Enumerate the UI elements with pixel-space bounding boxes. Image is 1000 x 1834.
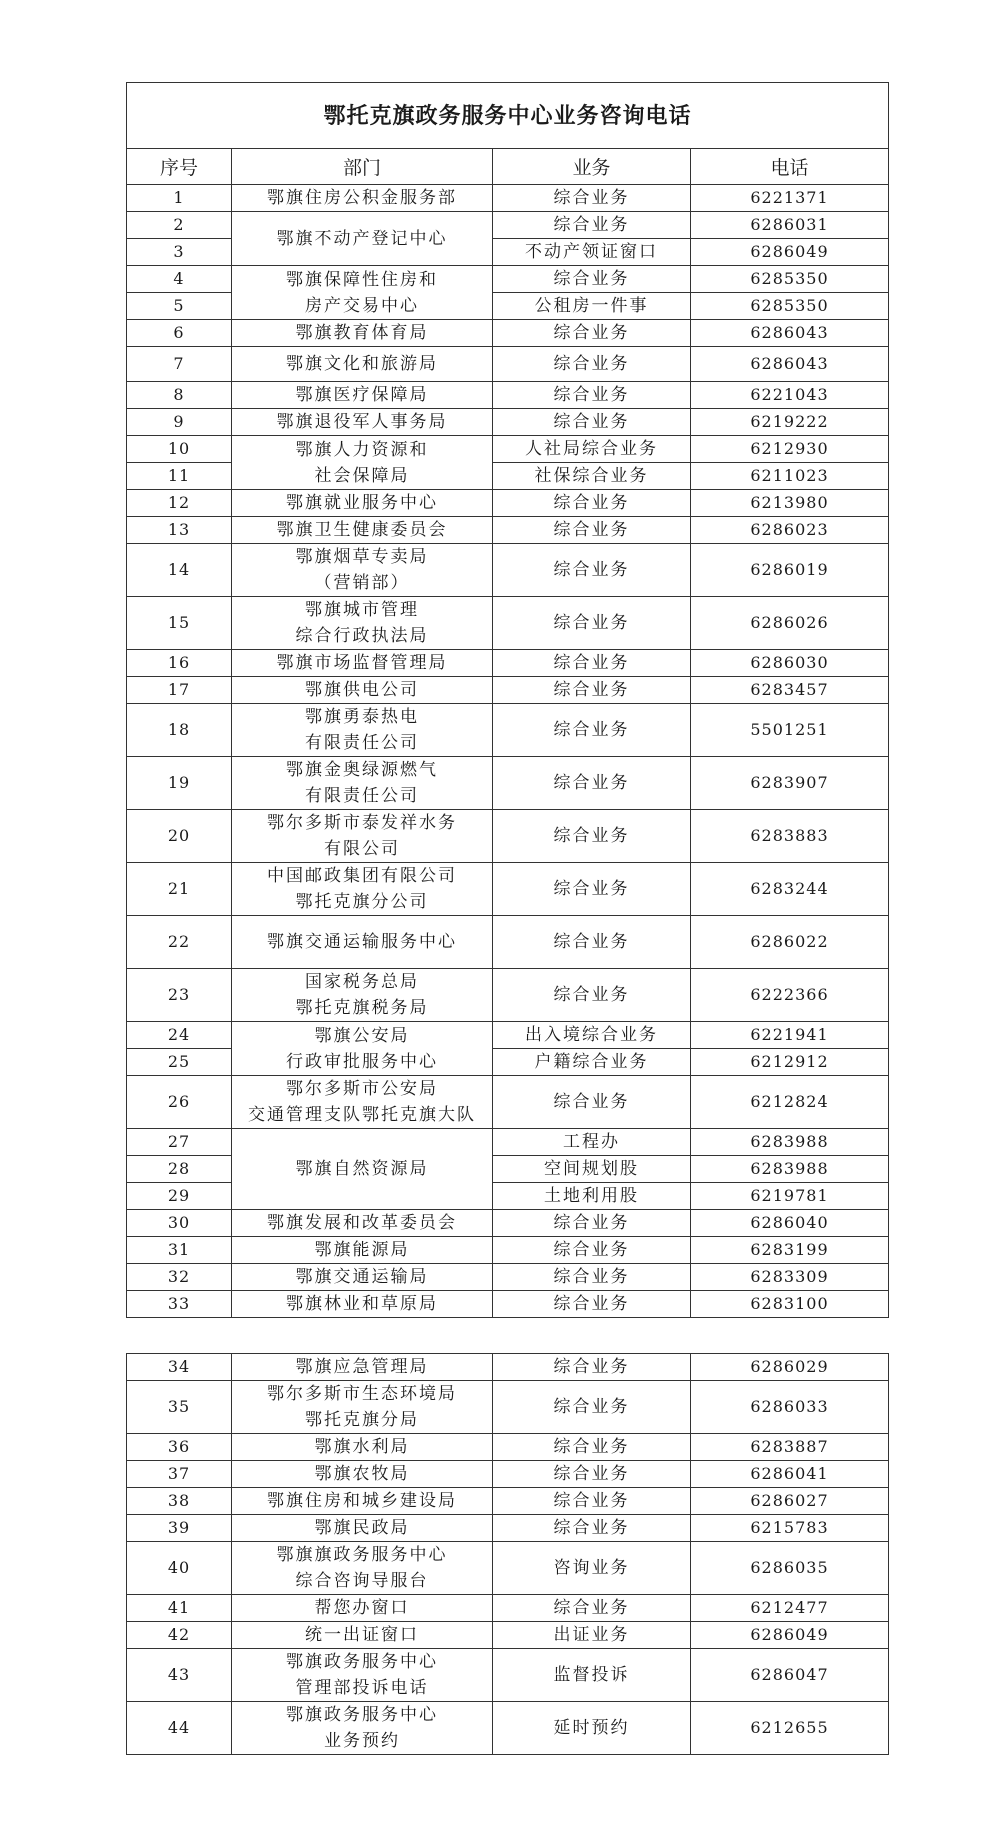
department-name-line: 鄂旗政务服务中心: [286, 1705, 438, 1725]
department-cell: [232, 1237, 493, 1264]
phone-cell: 6283244: [691, 863, 889, 916]
row-index: 33: [127, 1291, 232, 1318]
phone-cell: 6286027: [691, 1488, 889, 1515]
table-row: [127, 544, 889, 597]
business-cell: 出入境综合业务: [493, 1022, 691, 1049]
department-name-line: 国家税务总局: [305, 972, 419, 992]
department-cell: [232, 1622, 493, 1649]
row-index: 17: [127, 677, 232, 704]
table-row: [127, 490, 889, 517]
table-row: [127, 185, 889, 212]
department-cell: [232, 1542, 493, 1595]
row-index: 22: [127, 916, 232, 969]
table-row: [127, 436, 889, 463]
phone-cell: 6286049: [691, 1622, 889, 1649]
phone-cell: 6212824: [691, 1076, 889, 1129]
table-row: [127, 1076, 889, 1129]
department-cell: [232, 1461, 493, 1488]
department-cell: [232, 1702, 493, 1755]
department-cell: [232, 185, 493, 212]
department-cell: [232, 757, 493, 810]
row-index: 41: [127, 1595, 232, 1622]
business-cell: 空间规划股: [493, 1156, 691, 1183]
department-cell: [232, 597, 493, 650]
phone-cell: 6215783: [691, 1515, 889, 1542]
department-name-line: （营销部）: [314, 573, 410, 593]
table-row: [127, 1291, 889, 1318]
business-cell: 综合业务: [493, 382, 691, 409]
business-cell: 咨询业务: [493, 1542, 691, 1595]
department-name-line: 鄂旗能源局: [314, 1240, 410, 1260]
row-index: 32: [127, 1264, 232, 1291]
business-cell: 综合业务: [493, 757, 691, 810]
department-name-line: 有限责任公司: [305, 786, 419, 806]
phone-cell: 6286029: [691, 1354, 889, 1381]
phone-cell: 6286035: [691, 1542, 889, 1595]
department-cell: [232, 1210, 493, 1237]
business-cell: 综合业务: [493, 266, 691, 293]
phone-cell: 6212655: [691, 1702, 889, 1755]
business-cell: 土地利用股: [493, 1183, 691, 1210]
business-cell: 不动产领证窗口: [493, 239, 691, 266]
business-cell: 综合业务: [493, 650, 691, 677]
business-cell: 综合业务: [493, 1264, 691, 1291]
business-cell: 综合业务: [493, 916, 691, 969]
business-cell: 综合业务: [493, 1595, 691, 1622]
business-cell: 延时预约: [493, 1702, 691, 1755]
phone-cell: 6222366: [691, 969, 889, 1022]
business-cell: 人社局综合业务: [493, 436, 691, 463]
row-index: 30: [127, 1210, 232, 1237]
table-row: [127, 1381, 889, 1434]
phone-cell: 6219781: [691, 1183, 889, 1210]
phone-cell: 6286030: [691, 650, 889, 677]
phone-cell: 6286026: [691, 597, 889, 650]
table-row: [127, 704, 889, 757]
table-body-part1: [127, 185, 889, 1318]
department-name-line: 鄂旗公安局: [314, 1025, 410, 1046]
row-index: 27: [127, 1129, 232, 1156]
business-cell: 综合业务: [493, 1488, 691, 1515]
department-name-line: 鄂旗旗政务服务中心: [276, 1545, 448, 1565]
department-cell: [232, 320, 493, 347]
department-cell: [232, 1076, 493, 1129]
table-row: [127, 810, 889, 863]
row-index: 44: [127, 1702, 232, 1755]
department-name-line: 鄂旗人力资源和: [295, 439, 429, 460]
department-name-line: 鄂旗交通运输服务中心: [267, 932, 457, 952]
department-cell: [232, 490, 493, 517]
business-cell: 综合业务: [493, 597, 691, 650]
department-cell: [232, 409, 493, 436]
row-index: 23: [127, 969, 232, 1022]
table-row: [127, 969, 889, 1022]
department-name-line: 鄂旗交通运输局: [295, 1267, 429, 1287]
business-cell: 综合业务: [493, 517, 691, 544]
department-name-line: 鄂旗民政局: [314, 1518, 410, 1538]
row-index: 15: [127, 597, 232, 650]
department-cell: [232, 704, 493, 757]
row-index: 16: [127, 650, 232, 677]
table-row: [127, 677, 889, 704]
business-cell: 综合业务: [493, 863, 691, 916]
row-index: 35: [127, 1381, 232, 1434]
department-cell: [232, 1434, 493, 1461]
row-index: 21: [127, 863, 232, 916]
row-index: 26: [127, 1076, 232, 1129]
department-name-line: 综合咨询导服台: [295, 1571, 429, 1591]
table-row: [127, 382, 889, 409]
phone-cell: 6286043: [691, 347, 889, 382]
department-cell: [232, 1354, 493, 1381]
business-cell: 综合业务: [493, 1461, 691, 1488]
department-cell: [232, 677, 493, 704]
department-name-line: 综合行政执法局: [295, 626, 429, 646]
department-name-line: 鄂旗供电公司: [305, 680, 419, 700]
phone-cell: 6285350: [691, 293, 889, 320]
department-name-line: 鄂旗住房公积金服务部: [267, 188, 457, 208]
contact-table-part1: [126, 82, 889, 1318]
department-cell: [232, 544, 493, 597]
department-name-line: 有限责任公司: [305, 733, 419, 753]
row-index: 38: [127, 1488, 232, 1515]
row-index: 29: [127, 1183, 232, 1210]
header-department: 部门: [232, 149, 493, 185]
header-phone: 电话: [691, 149, 889, 185]
phone-cell: 6283988: [691, 1156, 889, 1183]
department-name-line: 行政审批服务中心: [286, 1051, 438, 1072]
department-name-line: 鄂托克旗分公司: [295, 892, 429, 912]
table-row: [127, 1649, 889, 1702]
row-index: 13: [127, 517, 232, 544]
row-index: 11: [127, 463, 232, 490]
row-index: 4: [127, 266, 232, 293]
department-name-line: 鄂旗文化和旅游局: [286, 354, 438, 374]
department-cell: [232, 969, 493, 1022]
department-name-line: 鄂旗水利局: [314, 1437, 410, 1457]
business-cell: 综合业务: [493, 1381, 691, 1434]
phone-cell: 5501251: [691, 704, 889, 757]
phone-cell: 6286049: [691, 239, 889, 266]
phone-cell: 6283199: [691, 1237, 889, 1264]
department-cell: [232, 266, 493, 320]
department-name-line: 鄂旗自然资源局: [295, 1159, 429, 1179]
row-index: 31: [127, 1237, 232, 1264]
phone-cell: 6211023: [691, 463, 889, 490]
business-cell: 户籍综合业务: [493, 1049, 691, 1076]
department-name-line: 鄂旗不动产登记中心: [276, 228, 448, 249]
row-index: 19: [127, 757, 232, 810]
department-cell: [232, 1595, 493, 1622]
department-cell: [232, 650, 493, 677]
department-name-line: 房产交易中心: [305, 295, 419, 316]
department-name-line: 鄂尔多斯市公安局: [286, 1079, 438, 1099]
phone-cell: 6286019: [691, 544, 889, 597]
row-index: 6: [127, 320, 232, 347]
phone-cell: 6286047: [691, 1649, 889, 1702]
department-cell: [232, 517, 493, 544]
row-index: 2: [127, 212, 232, 239]
department-name-line: 鄂旗林业和草原局: [286, 1294, 438, 1314]
business-cell: 综合业务: [493, 1354, 691, 1381]
business-cell: 综合业务: [493, 677, 691, 704]
department-name-line: 统一出证窗口: [305, 1625, 419, 1645]
row-index: 5: [127, 293, 232, 320]
table-row: [127, 1702, 889, 1755]
business-cell: 公租房一件事: [493, 293, 691, 320]
table-row: [127, 320, 889, 347]
department-cell: [232, 1649, 493, 1702]
department-cell: [232, 863, 493, 916]
department-name-line: 鄂尔多斯市生态环境局: [267, 1384, 457, 1404]
row-index: 42: [127, 1622, 232, 1649]
table-row: [127, 1595, 889, 1622]
contact-table-part2: [126, 1353, 889, 1755]
header-business: 业务: [493, 149, 691, 185]
phone-cell: 6213980: [691, 490, 889, 517]
phone-cell: 6286043: [691, 320, 889, 347]
department-name-line: 帮您办窗口: [314, 1598, 410, 1618]
department-name-line: 鄂旗卫生健康委员会: [276, 520, 448, 540]
department-name-line: 鄂旗烟草专卖局: [295, 547, 429, 567]
department-cell: [232, 1291, 493, 1318]
department-name-line: 鄂旗医疗保障局: [295, 385, 429, 405]
table-row: [127, 266, 889, 293]
department-cell: [232, 382, 493, 409]
table-row: [127, 212, 889, 239]
row-index: 20: [127, 810, 232, 863]
department-name-line: 有限公司: [324, 839, 400, 859]
table-row: [127, 517, 889, 544]
department-name-line: 鄂旗就业服务中心: [286, 493, 438, 513]
phone-cell: 6283887: [691, 1434, 889, 1461]
department-name-line: 鄂尔多斯市泰发祥水务: [267, 813, 457, 833]
phone-cell: 6212930: [691, 436, 889, 463]
phone-cell: 6212477: [691, 1595, 889, 1622]
table-row: [127, 1129, 889, 1156]
department-name-line: 鄂旗农牧局: [314, 1464, 410, 1484]
business-cell: 综合业务: [493, 347, 691, 382]
business-cell: 综合业务: [493, 212, 691, 239]
row-index: 36: [127, 1434, 232, 1461]
department-name-line: 鄂旗市场监督管理局: [276, 653, 448, 673]
department-cell: [232, 1488, 493, 1515]
table-body-part2: [127, 1354, 889, 1755]
department-name-line: 鄂旗勇泰热电: [305, 707, 419, 727]
department-name-line: 鄂旗城市管理: [305, 600, 419, 620]
department-name-line: 社会保障局: [314, 465, 410, 486]
department-name-line: 鄂旗住房和城乡建设局: [267, 1491, 457, 1511]
page-title: 鄂托克旗政务服务中心业务咨询电话: [127, 83, 889, 149]
table-row: [127, 347, 889, 382]
business-cell: 社保综合业务: [493, 463, 691, 490]
business-cell: 综合业务: [493, 490, 691, 517]
row-index: 1: [127, 185, 232, 212]
table-row: [127, 597, 889, 650]
phone-cell: 6283457: [691, 677, 889, 704]
business-cell: 综合业务: [493, 185, 691, 212]
department-name-line: 鄂旗金奥绿源燃气: [286, 760, 438, 780]
department-name-line: 中国邮政集团有限公司: [267, 866, 457, 886]
phone-cell: 6283907: [691, 757, 889, 810]
business-cell: 综合业务: [493, 1210, 691, 1237]
business-cell: 监督投诉: [493, 1649, 691, 1702]
phone-cell: 6283883: [691, 810, 889, 863]
table-row: [127, 1264, 889, 1291]
department-name-line: 业务预约: [324, 1731, 400, 1751]
department-cell: [232, 436, 493, 490]
phone-cell: 6286023: [691, 517, 889, 544]
department-name-line: 鄂旗保障性住房和: [286, 269, 438, 290]
department-cell: [232, 1129, 493, 1210]
business-cell: 综合业务: [493, 1515, 691, 1542]
department-cell: [232, 1022, 493, 1076]
department-cell: [232, 1515, 493, 1542]
department-cell: [232, 916, 493, 969]
department-cell: [232, 810, 493, 863]
business-cell: 综合业务: [493, 1291, 691, 1318]
phone-cell: 6283309: [691, 1264, 889, 1291]
department-name-line: 鄂旗教育体育局: [295, 323, 429, 343]
department-cell: [232, 1381, 493, 1434]
phone-cell: 6286031: [691, 212, 889, 239]
row-index: 10: [127, 436, 232, 463]
row-index: 24: [127, 1022, 232, 1049]
table-row: [127, 1022, 889, 1049]
row-index: 3: [127, 239, 232, 266]
phone-cell: 6283988: [691, 1129, 889, 1156]
table-row: [127, 916, 889, 969]
phone-cell: 6286041: [691, 1461, 889, 1488]
row-index: 34: [127, 1354, 232, 1381]
table-row: [127, 1237, 889, 1264]
business-cell: 工程办: [493, 1129, 691, 1156]
row-index: 39: [127, 1515, 232, 1542]
row-index: 37: [127, 1461, 232, 1488]
table-row: [127, 1461, 889, 1488]
department-name-line: 鄂托克旗分局: [305, 1410, 419, 1430]
table-row: [127, 1210, 889, 1237]
row-index: 43: [127, 1649, 232, 1702]
business-cell: 综合业务: [493, 704, 691, 757]
phone-cell: 6221371: [691, 185, 889, 212]
department-name-line: 鄂托克旗税务局: [295, 998, 429, 1018]
business-cell: 综合业务: [493, 1237, 691, 1264]
table-row: [127, 409, 889, 436]
phone-cell: 6286033: [691, 1381, 889, 1434]
table-row: [127, 1434, 889, 1461]
row-index: 7: [127, 347, 232, 382]
business-cell: 综合业务: [493, 1076, 691, 1129]
row-index: 12: [127, 490, 232, 517]
business-cell: 综合业务: [493, 320, 691, 347]
row-index: 14: [127, 544, 232, 597]
department-name-line: 鄂旗应急管理局: [295, 1357, 429, 1377]
business-cell: 综合业务: [493, 1434, 691, 1461]
table-row: [127, 650, 889, 677]
table-row: [127, 1488, 889, 1515]
department-name-line: 鄂旗退役军人事务局: [276, 412, 448, 432]
phone-cell: 6286022: [691, 916, 889, 969]
business-cell: 综合业务: [493, 810, 691, 863]
phone-cell: 6283100: [691, 1291, 889, 1318]
business-cell: 出证业务: [493, 1622, 691, 1649]
table-row: [127, 1622, 889, 1649]
table-row: [127, 757, 889, 810]
department-cell: [232, 1264, 493, 1291]
table-row: [127, 863, 889, 916]
department-name-line: 交通管理支队鄂托克旗大队: [248, 1105, 476, 1125]
table-row: [127, 1515, 889, 1542]
row-index: 40: [127, 1542, 232, 1595]
row-index: 18: [127, 704, 232, 757]
phone-cell: 6221941: [691, 1022, 889, 1049]
department-name-line: 鄂旗发展和改革委员会: [267, 1213, 457, 1233]
phone-cell: 6212912: [691, 1049, 889, 1076]
business-cell: 综合业务: [493, 544, 691, 597]
row-index: 9: [127, 409, 232, 436]
row-index: 8: [127, 382, 232, 409]
header-index: 序号: [127, 149, 232, 185]
business-cell: 综合业务: [493, 409, 691, 436]
department-cell: [232, 347, 493, 382]
phone-cell: 6285350: [691, 266, 889, 293]
phone-cell: 6221043: [691, 382, 889, 409]
business-cell: 综合业务: [493, 969, 691, 1022]
department-cell: [232, 212, 493, 266]
department-name-line: 鄂旗政务服务中心: [286, 1652, 438, 1672]
row-index: 25: [127, 1049, 232, 1076]
phone-cell: 6219222: [691, 409, 889, 436]
phone-cell: 6286040: [691, 1210, 889, 1237]
table-row: [127, 1542, 889, 1595]
row-index: 28: [127, 1156, 232, 1183]
department-name-line: 管理部投诉电话: [295, 1678, 429, 1698]
table-row: [127, 1354, 889, 1381]
